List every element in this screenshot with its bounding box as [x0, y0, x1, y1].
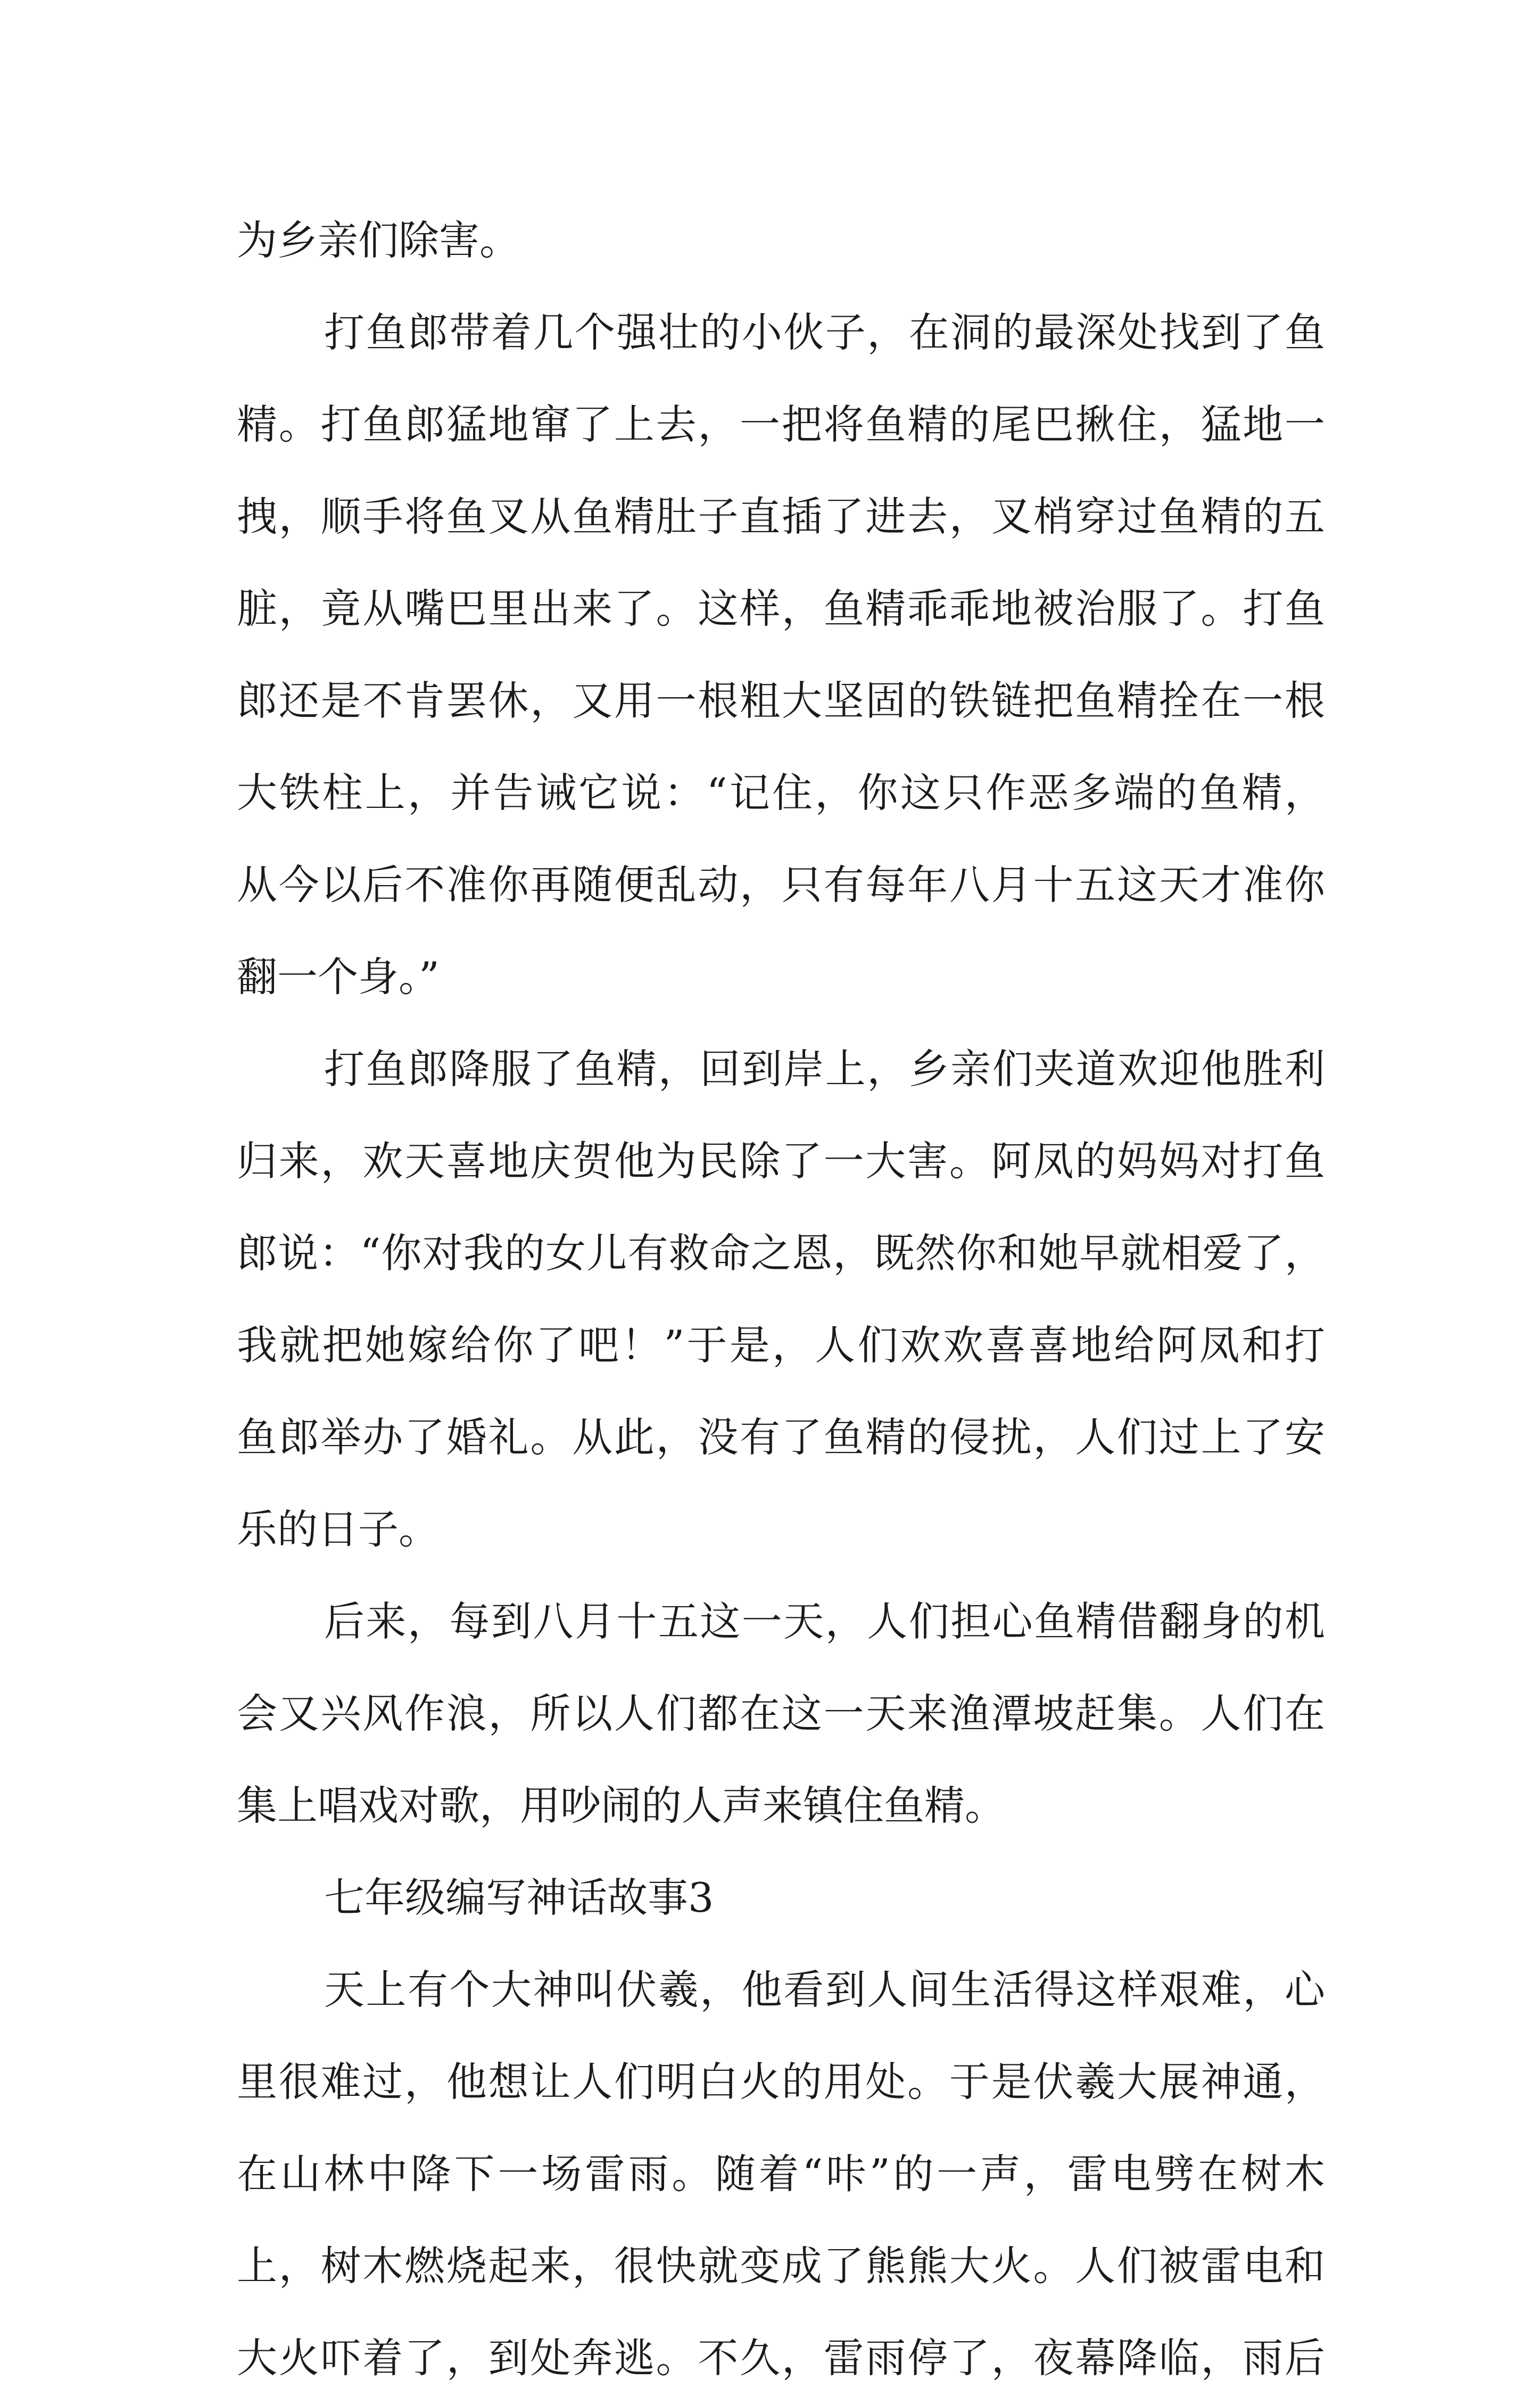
text-line: 郎还是不肯罢休，又用一根粗大坚固的铁链把鱼精拴在一根: [237, 677, 1325, 724]
text-line: 在山林中降下一场雷雨。随着“咔”的一声，雷电劈在树木: [237, 2150, 1325, 2198]
text-line: 拽，顺手将鱼叉从鱼精肚子直插了进去，叉梢穿过鱼精的五: [237, 493, 1325, 540]
text-line: 为乡亲们除害。: [237, 217, 520, 264]
text-line: 精。打鱼郎猛地窜了上去，一把将鱼精的尾巴揪住，猛地一: [237, 401, 1325, 448]
text-line: 鱼郎举办了婚礼。从此，没有了鱼精的侵扰，人们过上了安: [237, 1414, 1325, 1461]
text-line: 乐的日子。: [237, 1506, 439, 1553]
text-line: 会又兴风作浪，所以人们都在这一天来渔潭坡赶集。人们在: [237, 1690, 1325, 1737]
text-line: 七年级编写神话故事3: [324, 1874, 714, 1921]
text-line: 天上有个大神叫伏羲，他看到人间生活得这样艰难，心: [324, 1966, 1325, 2013]
text-line: 集上唱戏对歌，用吵闹的人声来镇住鱼精。: [237, 1782, 1005, 1829]
text-line: 打鱼郎带着几个强壮的小伙子，在洞的最深处找到了鱼: [324, 309, 1325, 356]
text-line: 郎说：“你对我的女儿有救命之恩，既然你和她早就相爱了，: [237, 1229, 1325, 1277]
text-line: 大铁柱上，并告诫它说：“记住，你这只作恶多端的鱼精，: [237, 769, 1325, 816]
text-line: 翻一个身。”: [237, 953, 440, 1001]
text-line: 里很难过，他想让人们明白火的用处。于是伏羲大展神通，: [237, 2058, 1325, 2105]
text-line: 上，树木燃烧起来，很快就变成了熊熊大火。人们被雷电和: [237, 2242, 1325, 2290]
document-body: [237, 194, 1325, 2404]
text-line: 打鱼郎降服了鱼精，回到岸上，乡亲们夹道欢迎他胜利: [324, 1045, 1325, 1093]
text-line: 从今以后不准你再随便乱动，只有每年八月十五这天才准你: [237, 861, 1325, 908]
text-line: 大火吓着了，到处奔逃。不久，雷雨停了，夜幕降临，雨后: [237, 2334, 1325, 2382]
text-line: 我就把她嫁给你了吧！”于是，人们欢欢喜喜地给阿凤和打: [237, 1321, 1325, 1369]
text-line: 归来，欢天喜地庆贺他为民除了一大害。阿凤的妈妈对打鱼: [237, 1137, 1325, 1185]
text-line: 后来，每到八月十五这一天，人们担心鱼精借翻身的机: [324, 1598, 1325, 1645]
text-line: 脏，竟从嘴巴里出来了。这样，鱼精乖乖地被治服了。打鱼: [237, 585, 1325, 632]
